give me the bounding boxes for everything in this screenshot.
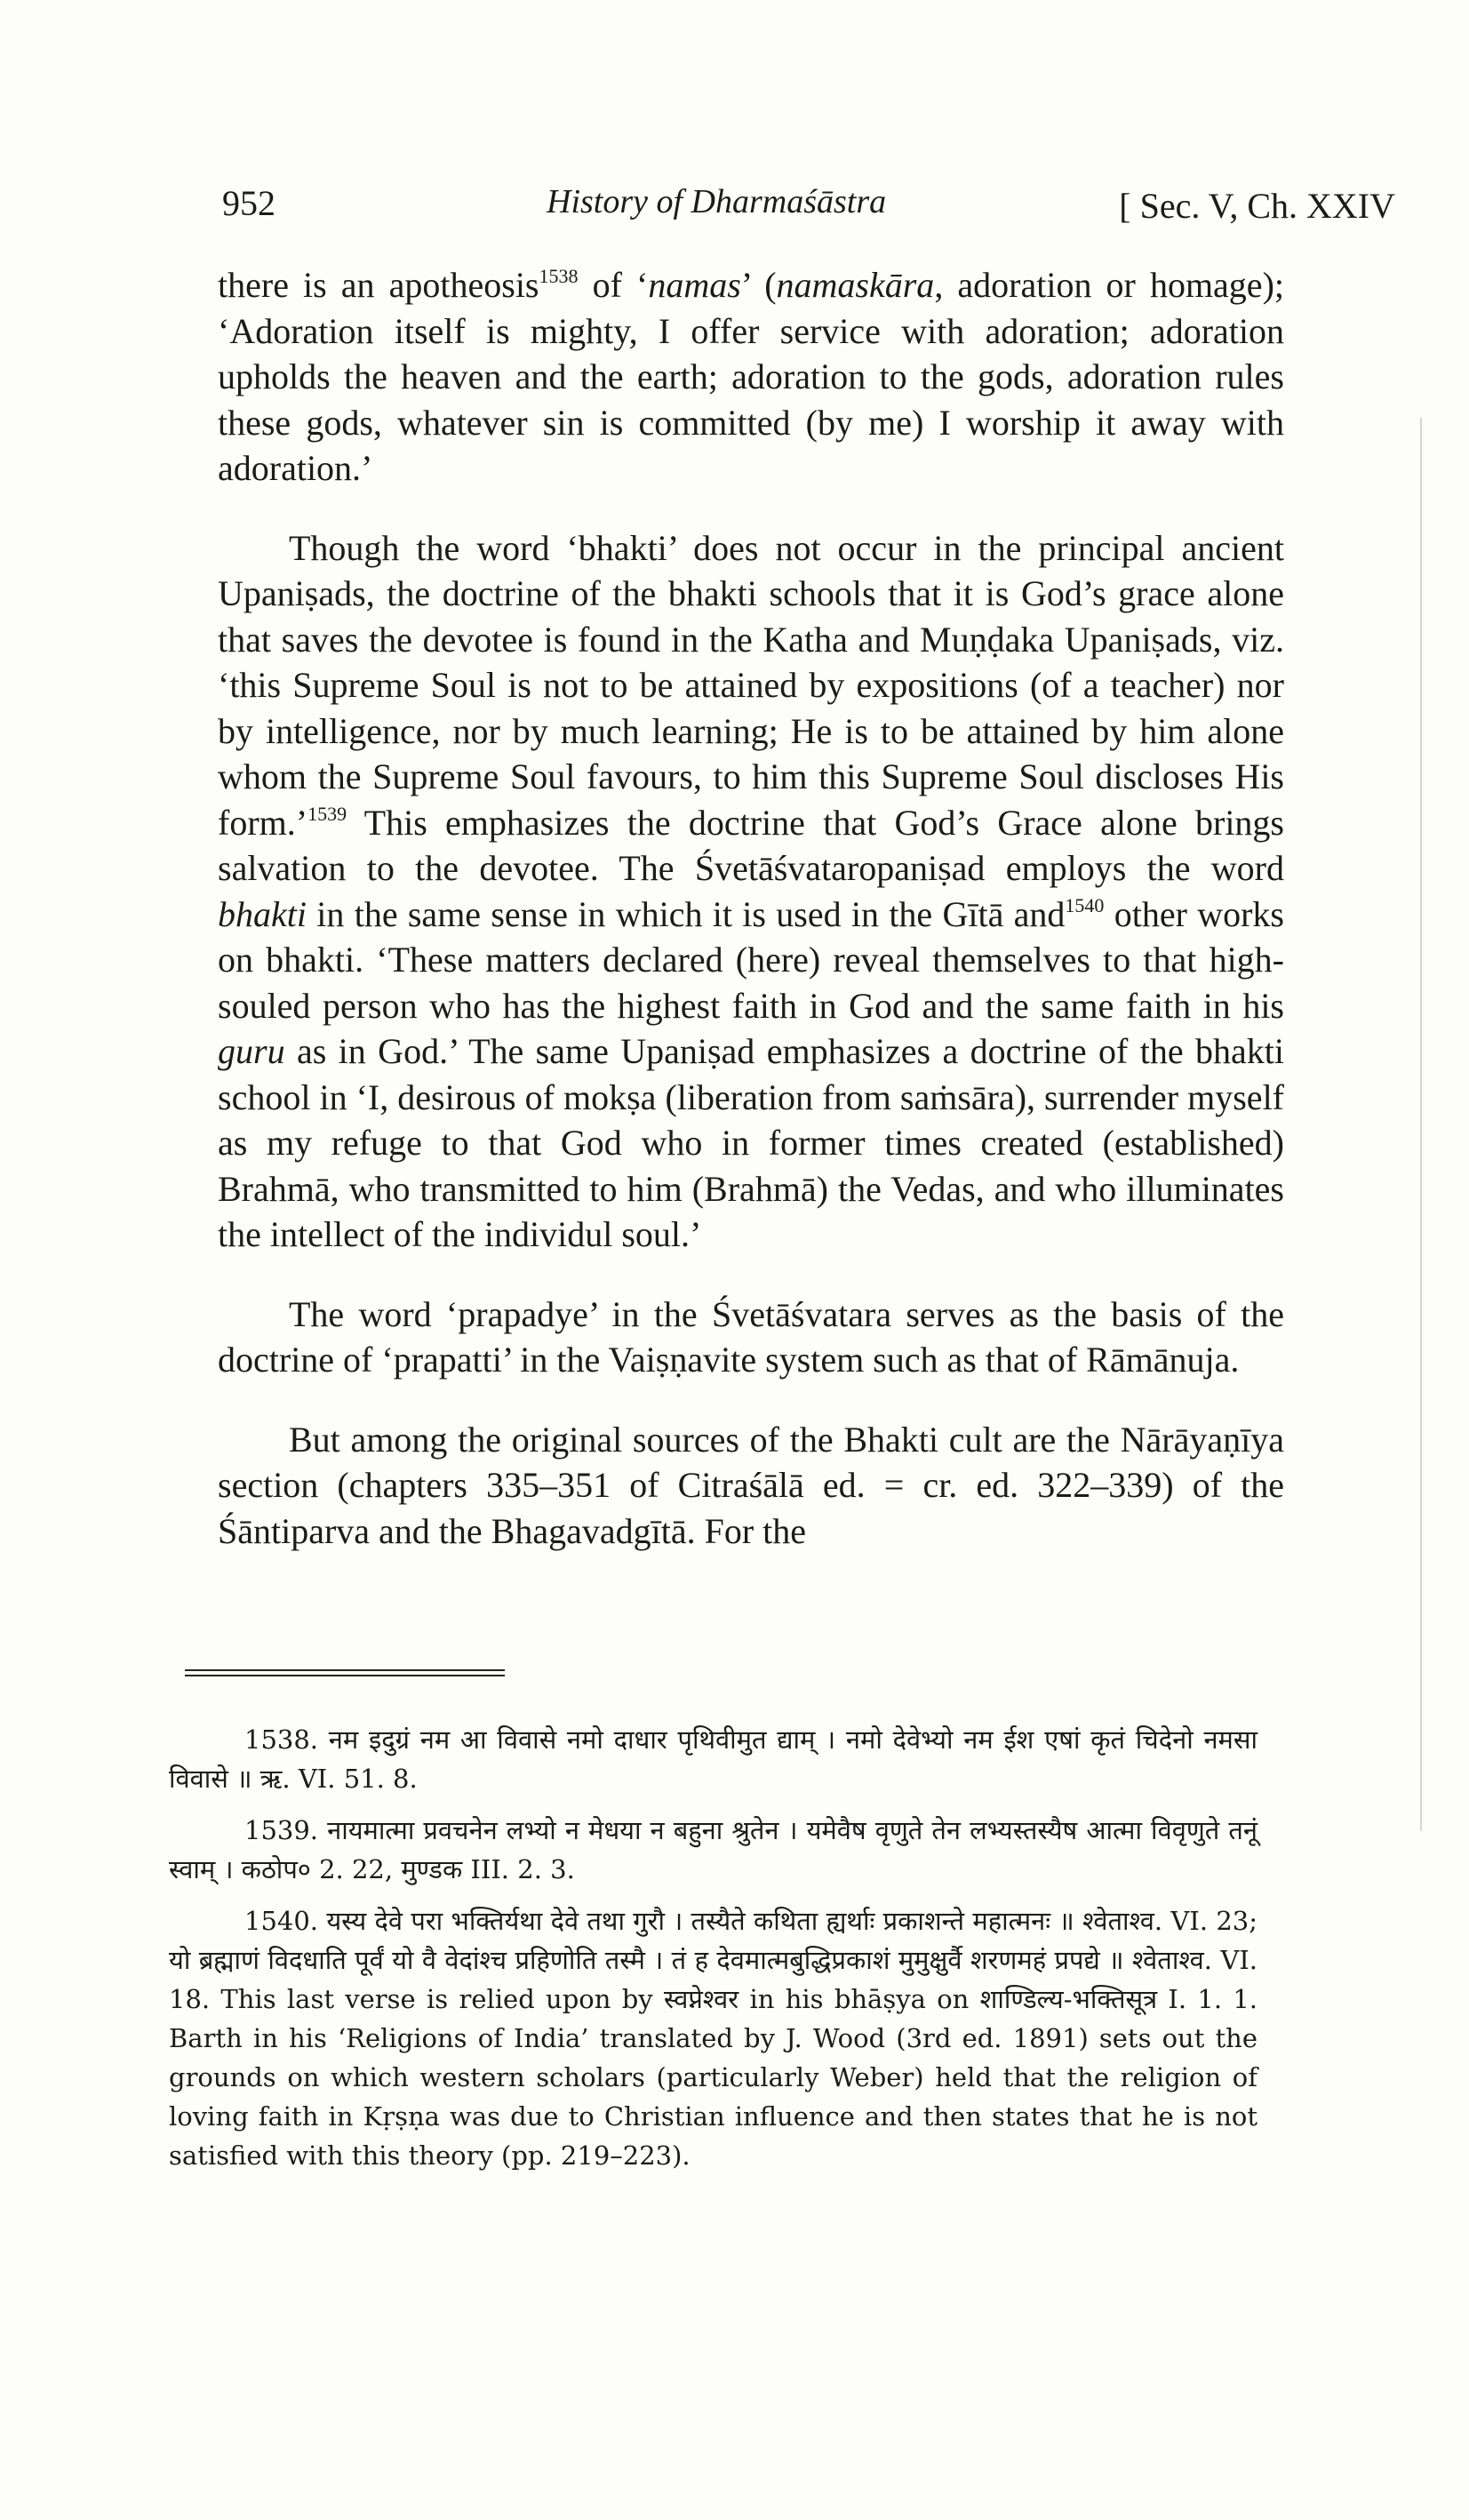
text-run: Though the word ‘bhakti’ does not occur in the principal ancient Upaniṣads, the doctrine of the bhakti schools that it is God’s grace alone that saves the devotee is found in the Katha and Muṇḍaka Upaniṣads, viz. ‘this Supreme Soul is not to be attained by expositions (of a teacher) nor by intelligence, nor by much learning; He is to be attained by him alone whom the Supreme Soul favours, to him this Supreme Soul discloses His form.’ [218, 527, 1284, 843]
section-reference: [ Sec. V, Ch. XXIV [1119, 186, 1395, 226]
footnote-number: 1540. [244, 1906, 319, 1936]
footnote-1539 [169, 1811, 1257, 1889]
footnote-1540 [169, 1901, 1257, 2175]
body-text [218, 262, 1284, 1588]
text-run: This emphasizes the doctrine that God’s Grace alone brings salvation to the devotee. The Śvetāśvataropaniṣad employs the word [218, 802, 1284, 888]
footnote-text: नम इदुग्रं नम आ विवासे नमो दाधार पृथिवीमुत द्याम् । नमो देवेभ्यो नम ईश एषां कृतं चिदेनो नमसा विवासे ॥ ऋ. VI. 51. 8. [169, 1724, 1258, 1794]
footnote-ref-1540: 1540 [1065, 893, 1105, 916]
paragraph-3: The word ‘prapadye’ in the Śvetāśvatara serves as the basis of the doctrine of ‘prapatti’ in the Vaiṣṇavite system such as that of Rāmānuja. [218, 1293, 1284, 1380]
footnote-ref-1538: 1538 [539, 265, 579, 287]
text-run: , adoration or homage); ‘Adoration itself is mighty, I offer service with adoration; adoration upholds the heaven and the earth; adoration to the gods, adoration rules these gods, whatever sin is committed (by me) I worship it away with adoration.’ [218, 265, 1284, 488]
italic-term: namaskāra [776, 265, 935, 305]
footnote-1538 [169, 1720, 1257, 1798]
text-run: other works on bhakti. ‘These matters declared (here) reveal themselves to that high-souled person who has the highest faith in God and the same faith in his [218, 893, 1284, 1026]
text-run: of ‘ [578, 265, 649, 305]
footnote-number: 1538. [244, 1724, 319, 1755]
paragraph-4: But among the original sources of the Bhakti cult are the Nārāyaṇīya section (chapters 335–351 of Citraśālā ed. = cr. ed. 322–339) of the Śāntiparva and the Bhagavadgītā. For the [218, 1419, 1284, 1551]
footnote-divider [185, 1669, 505, 1676]
italic-term: guru [218, 1031, 285, 1071]
footnote-number: 1539. [244, 1815, 319, 1845]
page-edge-shadow [1420, 418, 1422, 1831]
footnote-text: नायमात्मा प्रवचनेन लभ्यो न मेधया न बहुना श्रुतेन । यमेवैष वृणुते तेन लभ्यस्तस्यैष आत्मा विवृणुते तनूं स्वाम् । कठोप० 2. 22, मुण्डक III. 2. 3. [169, 1815, 1257, 1884]
text-run: in the same sense in which it is used in the Gītā and [306, 893, 1066, 934]
italic-term: bhakti [218, 893, 307, 934]
footnote-text: यस्य देवे परा भक्तिर्यथा देवे तथा गुरौ । तस्यैते कथिता ह्यर्थाः प्रकाशन्ते महात्मनः ॥ श्वेताश्व. VI. 23; यो ब्रह्माणं विदधाति पूर्वं यो वै वेदांश्च प्रहिणोति तस्मै । तं ह देवमात्मबुद्धिप्रकाशं मुमुक्षुर्वै शरणमहं प्रपद्ये ॥ श्वेताश्व. VI. 18. This last verse is relied upon by स्वप्नेश्वर in his bhāṣya on शाण्डिल्य-भक्तिसूत्र I. 1. 1. Barth in his ‘Religions of India’ translated by J. Wood (3rd ed. 1891) sets out the grounds on which western scholars (particularly Weber) held that the religion of loving faith in Kṛṣṇa was due to Christian influence and then states that he is not satisfied with this theory (pp. 219–223). [169, 1906, 1258, 2171]
paragraph-2 [218, 525, 1284, 1258]
footnote-ref-1539: 1539 [307, 802, 347, 825]
running-title: History of Dharmaśāstra [547, 183, 887, 220]
page-number: 952 [222, 183, 275, 223]
text-run: there is an apotheosis [218, 265, 539, 305]
paragraph-1 [218, 262, 1284, 492]
text-run: as in God.’ The same Upaniṣad emphasizes a doctrine of the bhakti school in ‘I, desirous of mokṣa (liberation from saṁsāra), surrender myself as my refuge to that God who in former times created (established) Brahmā, who transmitted to him (Brahmā) the Vedas, and who illuminates the intellect of the individul soul.’ [218, 1031, 1284, 1254]
page-header [213, 178, 1395, 240]
italic-term: namas [648, 265, 741, 305]
text-run: ’ ( [740, 265, 777, 305]
footnotes [169, 1720, 1257, 2188]
